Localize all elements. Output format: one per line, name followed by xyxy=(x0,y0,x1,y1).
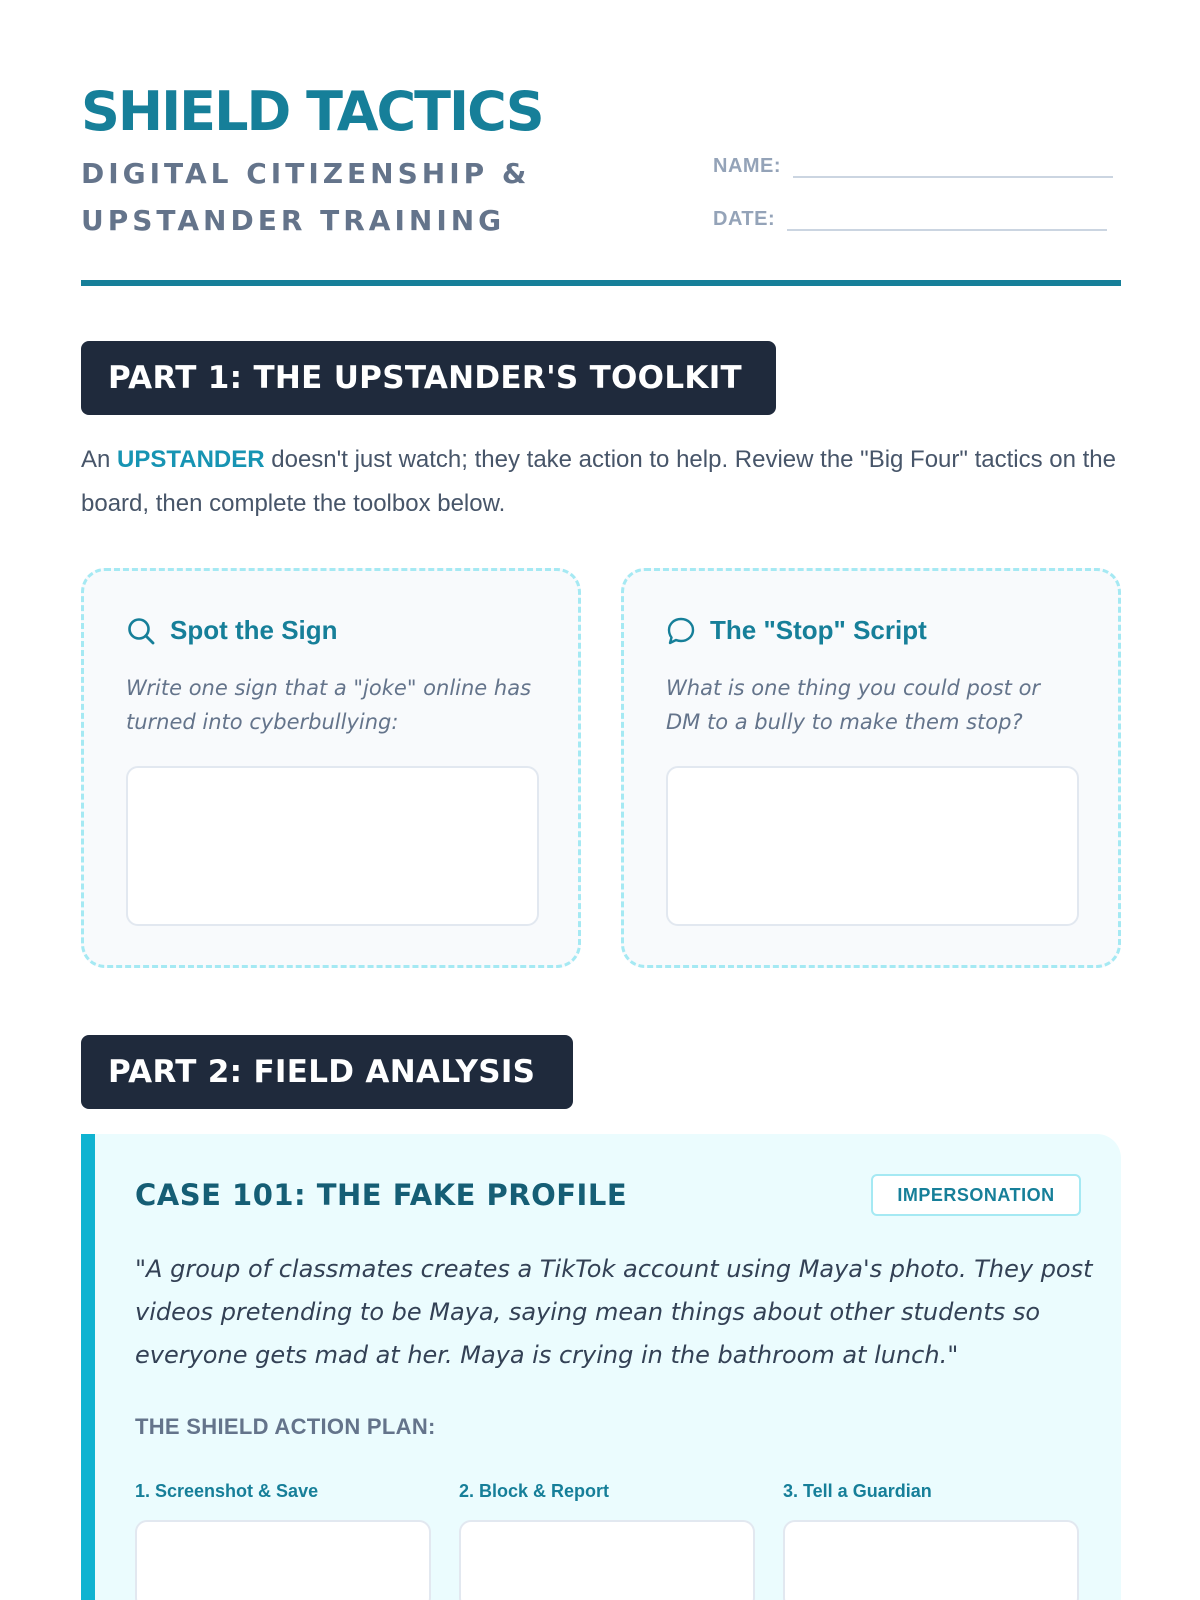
chat-bubble-icon xyxy=(666,616,696,646)
worksheet-page xyxy=(81,0,1121,1501)
toolbox-card-title: Spot the Sign xyxy=(170,615,338,645)
toolbox-card-header xyxy=(666,615,927,646)
name-line[interactable] xyxy=(793,154,1113,178)
toolbox-card-stop-script xyxy=(621,568,1121,968)
intro-highlight: UPSTANDER xyxy=(117,446,265,473)
action-step xyxy=(135,1481,431,1600)
search-icon xyxy=(126,616,156,646)
case-title: CASE 101: THE FAKE PROFILE xyxy=(135,1178,628,1212)
worksheet-header xyxy=(81,0,1121,290)
worksheet-title: SHIELD TACTICS xyxy=(81,80,543,143)
part1-banner: PART 1: THE UPSTANDER'S TOOLKIT xyxy=(81,341,776,415)
action-step xyxy=(783,1481,1079,1600)
action-step-answer-box[interactable] xyxy=(783,1520,1079,1600)
action-step xyxy=(459,1481,755,1600)
toolbox-card-question: Write one sign that a "joke" online has turned into cyberbullying: xyxy=(126,676,532,734)
case-badge: IMPERSONATION xyxy=(871,1174,1081,1216)
intro-suffix: doesn't just watch; they take action to help. Review the "Big Four" tactics on the board, then complete the toolbox below. xyxy=(81,446,1116,517)
date-field-row xyxy=(713,207,1107,231)
name-label: NAME: xyxy=(713,155,782,177)
action-plan-title: THE SHIELD ACTION PLAN: xyxy=(135,1414,436,1439)
case-card xyxy=(81,1134,1121,1600)
toolbox-card-question: What is one thing you could post or DM to a bully to make them stop? xyxy=(666,676,1041,734)
action-step-answer-box[interactable] xyxy=(459,1520,755,1600)
part2-banner: PART 2: FIELD ANALYSIS xyxy=(81,1035,573,1109)
worksheet-subtitle: DIGITAL CITIZENSHIP & UPSTANDER TRAINING xyxy=(81,157,531,237)
toolbox-card-header xyxy=(126,615,338,646)
part1-intro xyxy=(81,438,1121,526)
date-line[interactable] xyxy=(787,207,1107,231)
toolbox-card-title: The "Stop" Script xyxy=(710,615,927,645)
intro-prefix: An xyxy=(81,446,118,473)
toolbox-card-spot-the-sign xyxy=(81,568,581,968)
header-divider xyxy=(81,280,1121,286)
answer-box[interactable] xyxy=(666,766,1079,926)
action-step-answer-box[interactable] xyxy=(135,1520,431,1600)
case-scenario-quote: "A group of classmates creates a TikTok account using Maya's photo. They post videos pretending to be Maya, saying mean things about other students so everyone gets mad at her. Maya is crying in the bathroom at lunch." xyxy=(135,1255,1093,1369)
answer-box[interactable] xyxy=(126,766,539,926)
action-step-label: 2. Block & Report xyxy=(459,1481,610,1501)
date-label: DATE: xyxy=(713,208,776,230)
name-field-row xyxy=(713,154,1113,178)
action-step-label: 1. Screenshot & Save xyxy=(135,1481,319,1501)
action-step-label: 3. Tell a Guardian xyxy=(783,1481,932,1501)
